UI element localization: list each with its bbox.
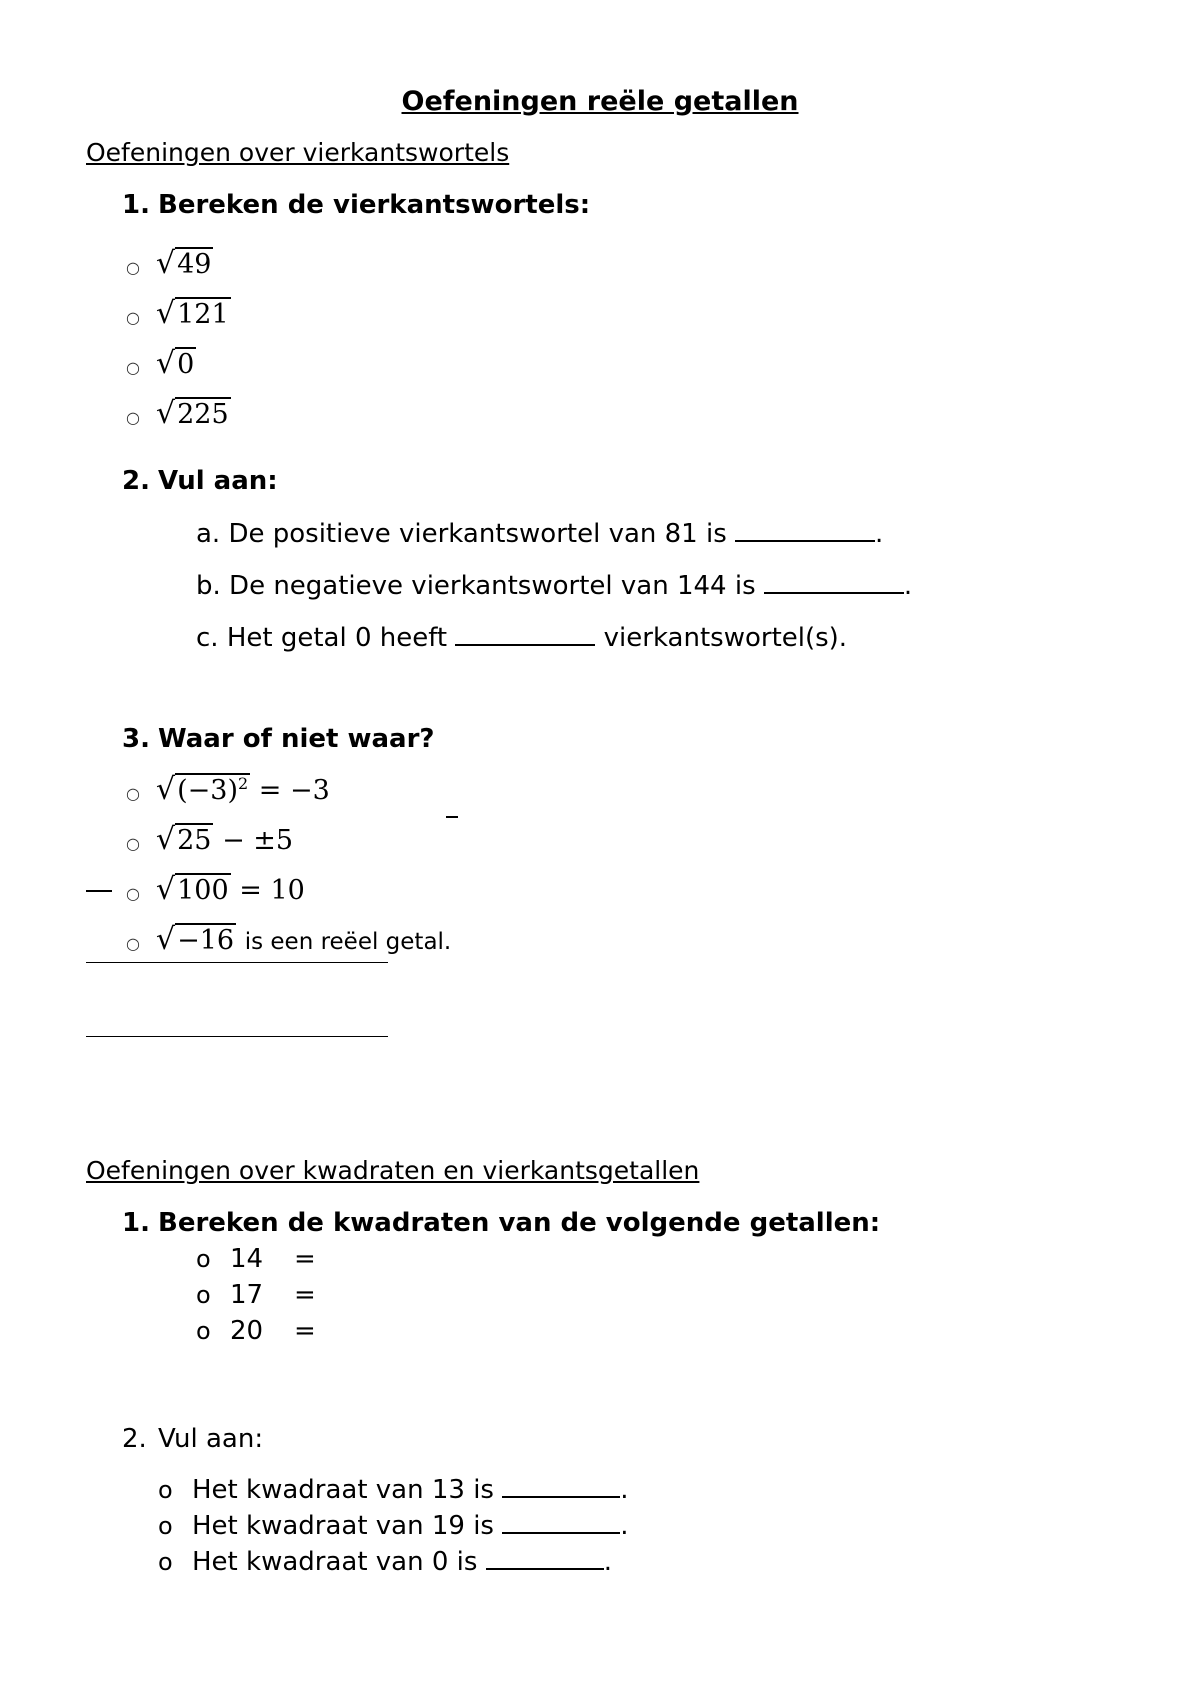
sqrt-expression: √0: [156, 346, 195, 381]
stray-dash: [446, 816, 458, 818]
answer-blank[interactable]: [502, 1510, 620, 1534]
question-number: 1.: [122, 190, 150, 220]
question-2-heading: [122, 466, 278, 496]
bullet-icon: ○: [126, 884, 140, 903]
bullet-icon: o: [196, 1281, 211, 1309]
answer-line[interactable]: [86, 1036, 388, 1037]
answer-blank[interactable]: [502, 1474, 620, 1498]
sqrt-expression: $√(-3)^2$: [156, 772, 249, 807]
sqrt-item: [126, 246, 213, 281]
question-number: 1.: [122, 1208, 150, 1238]
question-1-heading: [122, 190, 590, 220]
bullet-icon: o: [158, 1548, 173, 1576]
section-heading-kwadraten: Oefeningen over kwadraten en vierkantsgetallen: [86, 1156, 700, 1185]
fill-in-item: c. Het getal 0 heeft vierkantswortel(s).: [196, 623, 848, 653]
fill-in-item: o Het kwadraat van 13 is .: [158, 1475, 629, 1505]
question-number: 2.: [122, 466, 150, 496]
sqrt-expression: √100: [156, 872, 229, 907]
true-false-item: ○ √100 = 10: [126, 872, 305, 907]
answer-blank[interactable]: [764, 570, 904, 594]
square-item: o 14 =: [196, 1244, 316, 1274]
sqrt-item: [126, 296, 231, 331]
fill-in-item: b. De negatieve vierkantswortel van 144 is .: [196, 571, 913, 601]
fill-in-item: o Het kwadraat van 0 is .: [158, 1547, 612, 1577]
sqrt-expression: √225: [156, 396, 229, 431]
bullet-icon: ○: [126, 408, 140, 427]
question-label: Bereken de kwadraten van de volgende getallen:: [158, 1208, 881, 1238]
square-item: o 17 =: [196, 1280, 316, 1310]
question-label: Bereken de vierkantswortels:: [158, 190, 591, 220]
question-label: Waar of niet waar?: [158, 724, 435, 754]
answer-blank[interactable]: [735, 518, 875, 542]
sqrt-expression: √25: [156, 822, 212, 857]
section-heading-vierkantswortels: Oefeningen over vierkantswortels: [86, 138, 510, 167]
sqrt-expression: √49: [156, 246, 212, 281]
true-false-item: ○ √25 − ±5: [126, 822, 294, 857]
bullet-icon: o: [158, 1476, 173, 1504]
question-label: Vul aan:: [158, 1424, 264, 1454]
question-2-heading: [122, 1424, 263, 1454]
question-number: 2.: [122, 1424, 147, 1454]
question-label: Vul aan:: [158, 466, 278, 496]
sqrt-expression: √−16: [156, 922, 235, 957]
answer-blank[interactable]: [486, 1546, 604, 1570]
bullet-icon: ○: [126, 308, 140, 327]
square-item: o 20 =: [196, 1316, 316, 1346]
question-number: 3.: [122, 724, 150, 754]
true-false-item: ○ √−16 is een reëel getal.: [126, 922, 452, 957]
bullet-icon: o: [196, 1245, 211, 1273]
fill-in-item: a. De positieve vierkantswortel van 81 is .: [196, 519, 884, 549]
question-1-heading: [122, 1208, 880, 1238]
answer-blank[interactable]: [455, 622, 595, 646]
sqrt-item: [126, 346, 196, 381]
fill-in-item: o Het kwadraat van 19 is .: [158, 1511, 629, 1541]
answer-line[interactable]: [86, 962, 388, 963]
true-false-item: ○ $√(-3)^2 = -3$: [126, 772, 330, 807]
bullet-icon: o: [158, 1512, 173, 1540]
bullet-icon: o: [196, 1317, 211, 1345]
sqrt-item: [126, 396, 231, 431]
bullet-icon: ○: [126, 258, 140, 277]
question-3-heading: [122, 724, 435, 754]
sqrt-expression: √121: [156, 296, 229, 331]
bullet-icon: ○: [126, 934, 140, 953]
bullet-icon: ○: [126, 784, 140, 803]
stray-dash: [86, 890, 112, 892]
page-title: Oefeningen reële getallen: [401, 86, 799, 117]
bullet-icon: ○: [126, 358, 140, 377]
bullet-icon: ○: [126, 834, 140, 853]
